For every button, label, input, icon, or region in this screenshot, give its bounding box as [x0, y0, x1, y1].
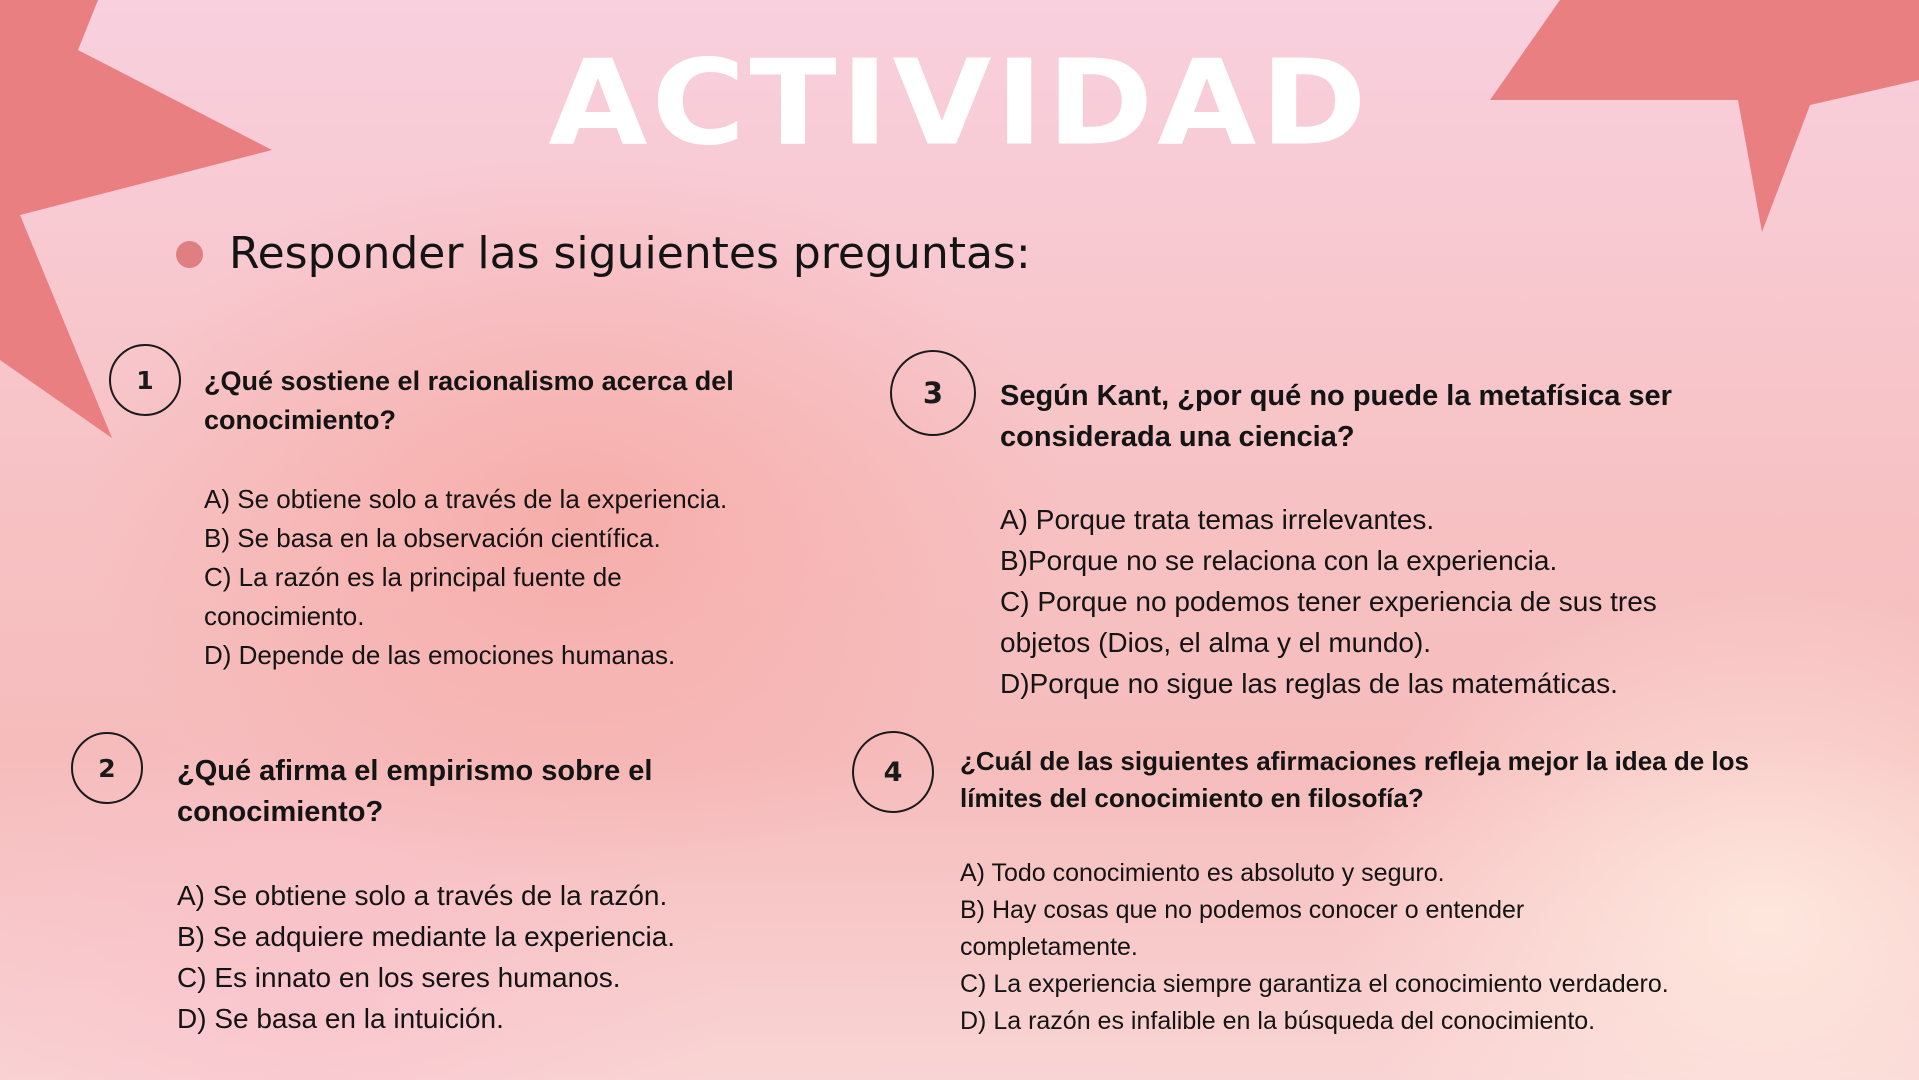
answer-option: B)Porque no se relaciona con la experiencia.	[1000, 545, 1558, 576]
dot-bullet-icon	[176, 241, 203, 268]
question-card	[1000, 376, 1780, 704]
answer-option: C) Es innato en los seres humanos.	[177, 962, 621, 993]
answer-option: B) Se adquiere mediante la experiencia.	[177, 921, 676, 952]
answer-option: D) Depende de las emociones humanas.	[204, 640, 676, 670]
question-number-badge: 4	[852, 731, 934, 813]
answer-options	[960, 855, 1760, 1040]
answer-option: A) Todo conocimiento es absoluto y seguro.	[960, 859, 1445, 887]
answer-options	[1000, 499, 1740, 704]
answer-option: B) Hay cosas que no podemos conocer o entender completamente.	[960, 896, 1525, 961]
question-card	[204, 362, 824, 675]
question-number-badge: 1	[109, 344, 181, 416]
instruction-text: Responder las siguientes preguntas:	[229, 228, 1031, 279]
answer-options	[177, 875, 797, 1039]
question-number-badge: 3	[890, 350, 976, 436]
answer-option: A) Se obtiene solo a través de la experiencia.	[204, 484, 728, 514]
question-text: ¿Qué afirma el empirismo sobre el conocimiento?	[177, 755, 653, 828]
page-title: ACTIVIDAD	[548, 35, 1371, 173]
answer-option: D)Porque no sigue las reglas de las matemáticas.	[1000, 668, 1618, 699]
answer-option: C) Porque no podemos tener experiencia de sus tres objetos (Dios, el alma y el mundo).	[1000, 586, 1657, 658]
answer-option: C) La razón es la principal fuente de conocimiento.	[204, 562, 622, 631]
question-card	[177, 751, 797, 1039]
question-text: ¿Cuál de las siguientes afirmaciones refleja mejor la idea de los límites del conocimiento en filosofía?	[960, 746, 1749, 813]
question-number-badge: 2	[71, 732, 143, 804]
answer-option: D) Se basa en la intuición.	[177, 1003, 504, 1034]
instruction-row	[176, 228, 1031, 279]
question-text: ¿Qué sostiene el racionalismo acerca del conocimiento?	[204, 366, 734, 435]
question-card	[960, 743, 1860, 1040]
answer-option: A) Se obtiene solo a través de la razón.	[177, 880, 668, 911]
answer-option: D) La razón es infalible en la búsqueda del conocimiento.	[960, 1007, 1596, 1035]
answer-option: B) Se basa en la observación científica.	[204, 523, 661, 553]
answer-options	[204, 480, 824, 675]
answer-option: C) La experiencia siempre garantiza el conocimiento verdadero.	[960, 970, 1669, 998]
question-text: Según Kant, ¿por qué no puede la metafísica ser considerada una ciencia?	[1000, 380, 1672, 453]
answer-option: A) Porque trata temas irrelevantes.	[1000, 504, 1435, 535]
